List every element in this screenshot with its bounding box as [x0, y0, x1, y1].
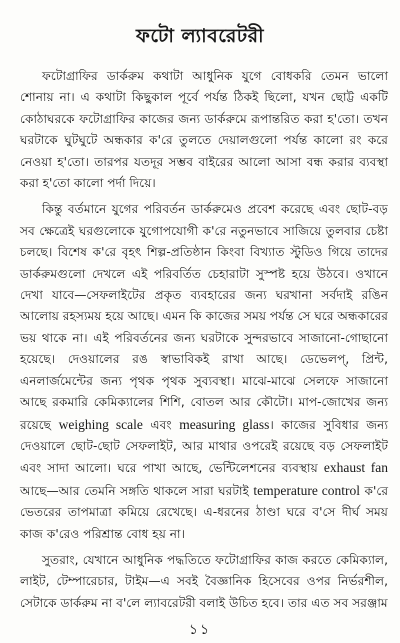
paragraph-2-part-3: । কাজের সুবিধার জন্য দেওয়ালে ছোট-ছোট সেফলাইট, আর মাথার ওপরেই রয়েছে বড় সেফলাইট এবং সাদা আলো। ঘরে পাখা আছে, ভেন্টিলেশনের ব্যবস্থায় — [20, 417, 388, 476]
temperature-control-term: temperature control — [253, 482, 361, 498]
measuring-glass-term: measuring glass — [179, 416, 270, 432]
paragraph-2-part-4: আছে—আর তেমনি সঙ্গতি থাকলে সারা ঘরটাই — [20, 483, 249, 498]
page-number: ১১ — [188, 622, 212, 638]
page-title: ফটো ল্যাবরেটরী — [135, 25, 265, 47]
body-text — [20, 66, 388, 614]
paragraph-2 — [20, 199, 388, 545]
paragraph-3: সুতরাং, যেখানে আধুনিক পদ্ধতিতে ফটোগ্রাফির কাজ করতে কেমিক্যাল, লাইট, টেম্পারেচার, টাইম—এ সবই বৈজ্ঞানিক হিসেবের ওপর নির্ভরশীল, সেটাকে ডার্করুম না ব'লে ল্যাবরেটরী বলাই উচিত হবে। তার এত সব সরঞ্জাম — [20, 552, 388, 610]
exhaust-fan-term: exhaust fan — [323, 460, 389, 476]
paragraph-2-part-5: ক'রে ভেতরের তাপমাত্রা কমিয়ে রেখেছে। এ-ধরনের ঠাণ্ডা ঘরে ব'সে দীর্ঘ সময় কাজ ক'রেও পরিশ্রান্ত বোধ হয় না। — [20, 483, 389, 541]
paragraph-1: ফটোগ্রাফির ডার্করুম কথাটা আধুনিক যুগে বোধকরি তেমন ভালো শোনায় না। এ কথাটা কিছুকাল পূর্বে পর্যন্ত ঠিকই ছিলো, যখন ছোট্ট একটি কোঠাঘরকে ফটোগ্রাফির কাজের জন্য ডার্করুমে রূপান্তরিত করা হ'তো। তখন ঘরটাকে ঘুটঘুটে অন্ধকার ক'রে তুলতে দেয়ালগুলো পর্যন্ত কালো রং করে নেওয়া হ'তো। তারপর যতদূর সম্ভব বাইরের আলো আসা বন্ধ করার ব্যবস্থা করা হ'তো কালো পর্দা দিয়ে। — [20, 69, 388, 191]
paragraph-2-part-1: কিন্তু বর্তমানে যুগের পরিবর্তন ডার্করুমেও প্রবেশ করেছে এবং ছোট-বড় সব ক্ষেত্রেই ঘরগুলোকে যুগোপযোগী ক'রে নতুনভাবে সাজিয়ে তুলবার চেষ্টা চলছে। বিশেষ ক'রে বৃহৎ শিল্প-প্রতিষ্ঠান কিংবা বিখ্যাত স্টুডিও গিয়ে তাদের ডার্করুমগুলো দেখলে এই পরিবর্তিত চেহারাটা সুস্পষ্ট হয়ে উঠবে। ওখানে দেখা যাবে—সেফলাইটের প্রকৃত ব্যবহারের জন্য ঘরখানা সর্বদাই রঙিন আলোয় রহস্যময় হয়ে আছে। এমন কি কাজের সময় পর্যন্ত সে ঘরে অন্ধকারের ভয় থাকে না। এই পরিবর্তনের জন্য ঘরটাকে সুন্দরভাবে সাজানো-গোছানো হয়েছে। দেওয়ালের রঙ স্বাভাবিকই রাখা আছে। ডেভেলপ্, প্রিন্ট, এনলার্জমেন্টের জন্য পৃথক পৃথক সুব্যবস্থা। মাঝে-মাঝে সেলফে সাজানো আছে রকমারি কেমিক্যালের শিশি, বোতল আর কৌটো। মাপ-জোখের জন্য রয়েছে — [20, 202, 388, 432]
weighing-scale-term: weighing scale — [58, 416, 143, 432]
paragraph-2-part-2: এবং — [150, 417, 172, 432]
